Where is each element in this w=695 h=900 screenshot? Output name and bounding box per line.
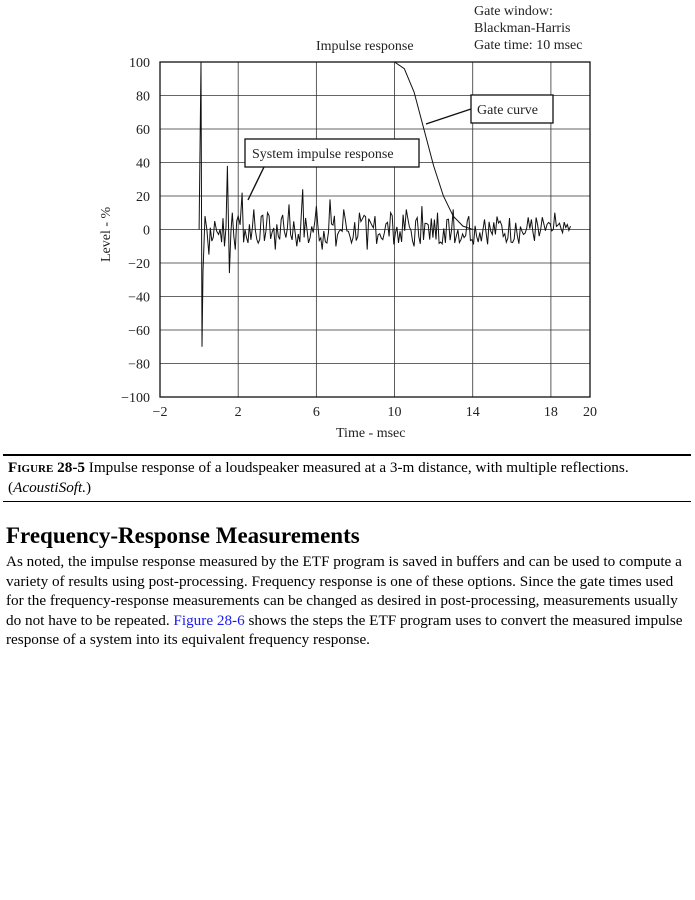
caption-source: AcoustiSoft. — [13, 479, 87, 496]
body-text-part-2: shows the steps the ETF program uses to convert the measured impulse response of a system into its equivalent frequency response. — [6, 611, 683, 649]
caption-close: ) — [86, 479, 92, 496]
x-tick-label: 10 — [387, 405, 402, 420]
gate-curve-annotation: Gate curve — [477, 103, 539, 118]
system-impulse-annotation: System impulse response — [252, 147, 394, 162]
y-tick-label: 20 — [136, 190, 150, 205]
x-tick-label: 2 — [234, 405, 242, 420]
caption-rule — [3, 454, 691, 456]
system-impulse-pointer — [248, 167, 264, 200]
body-text-part-1: As noted, the impulse response measured by the ETF program is saved in buffers and can be used to compute a variety of results using post-processing. Frequency response is one of these options. Since the gate times used for the frequency-response measurements can be changed as desired in post-processing, measurements usually do not have to be repeated. — [6, 553, 682, 629]
chart-title: Impulse response — [316, 39, 414, 54]
y-tick-label: 100 — [129, 56, 150, 71]
caption-text: Impulse response of a loudspeaker measured at a 3-m distance, with multiple reflections. ( — [8, 459, 629, 496]
x-tick-label: 20 — [583, 405, 597, 420]
y-tick-label: −100 — [121, 391, 150, 406]
x-axis-label: Time - msec — [336, 426, 406, 441]
x-tick-labels — [153, 405, 597, 420]
figure-caption — [8, 458, 678, 498]
x-tick-label: 6 — [312, 405, 320, 420]
gate-window-type: Blackman-Harris — [474, 21, 571, 36]
x-tick-label: 18 — [543, 405, 558, 420]
gate-curve-pointer — [426, 109, 471, 124]
y-tick-label: −60 — [128, 324, 150, 339]
y-tick-label: −40 — [128, 290, 150, 306]
y-tick-label: 60 — [136, 123, 150, 138]
x-tick-label: −2 — [152, 405, 168, 420]
gate-time-label: Gate time: 10 msec — [474, 38, 583, 53]
gate-window-label: Gate window: — [474, 4, 553, 19]
y-axis-label: Level - % — [99, 206, 114, 262]
section-title: Frequency-Response Measurements — [6, 523, 360, 548]
caption-figure-number: 28-5 — [57, 459, 85, 476]
figure-28-6-link[interactable]: Figure 28-6 — [173, 611, 245, 629]
y-tick-labels — [121, 56, 150, 406]
caption-bottom-rule — [3, 501, 691, 502]
y-tick-label: −20 — [128, 257, 150, 272]
section-body — [6, 552, 686, 650]
y-tick-label: 0 — [143, 223, 150, 239]
x-tick-label: 14 — [465, 405, 480, 420]
y-tick-label: 40 — [136, 156, 150, 172]
y-tick-label: −80 — [128, 357, 150, 373]
caption-figure-label: Figure — [8, 459, 54, 476]
y-tick-label: 80 — [136, 89, 150, 105]
